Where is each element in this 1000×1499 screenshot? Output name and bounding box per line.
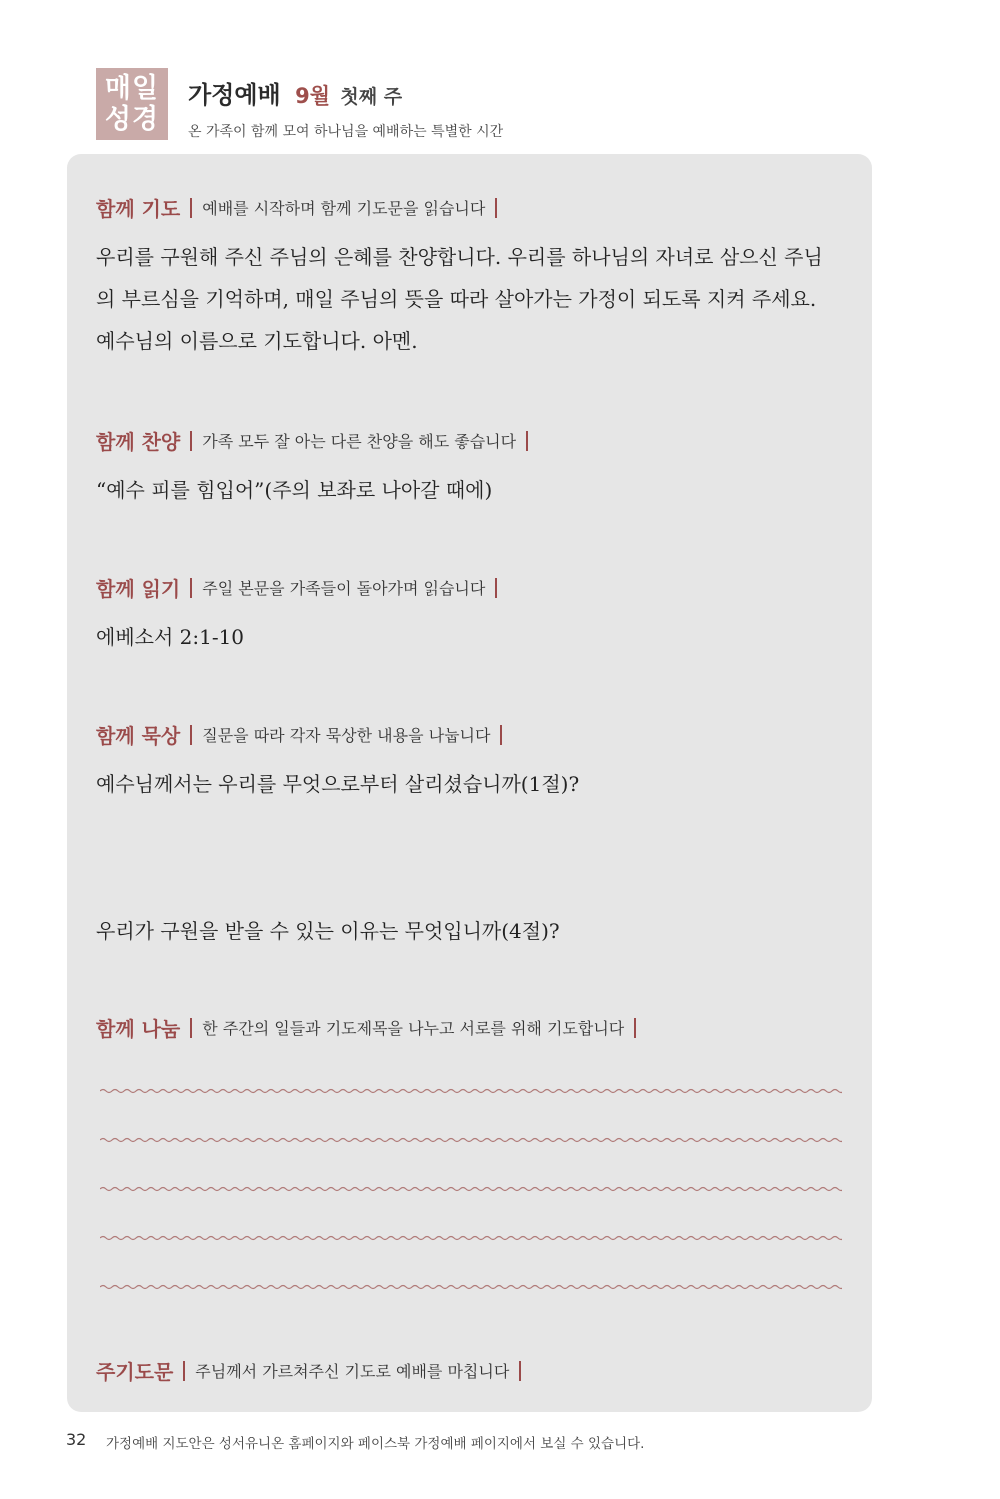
separator [495, 198, 497, 218]
separator [500, 725, 502, 745]
separator [634, 1018, 636, 1038]
page-title [188, 75, 402, 110]
section-praise-title: 함께 찬양 [96, 430, 181, 454]
footer-note: 가정예배 지도안은 성서유니온 홈페이지와 페이스북 가정예배 페이지에서 보실 수 있습니다. [106, 1436, 645, 1452]
wave-path [100, 1286, 842, 1289]
separator [495, 578, 497, 598]
section-reading-heading [96, 573, 507, 602]
writing-line[interactable] [100, 1086, 842, 1096]
prayer-line-1: 우리를 구원해 주신 주님의 은혜를 찬양합니다. 우리를 하나님의 자녀로 삼으신 주님 [96, 245, 823, 269]
prayer-line-2: 의 부르심을 기억하며, 매일 주님의 뜻을 따라 살아가는 가정이 되도록 지켜 주세요. [96, 287, 817, 311]
daily-bible-logo [96, 68, 168, 140]
wave-path [100, 1090, 842, 1093]
page-number: 32 [66, 1430, 87, 1449]
section-closing-title: 주기도문 [96, 1360, 174, 1384]
section-praise-desc: 가족 모두 잘 아는 다른 찬양을 해도 좋습니다 [202, 432, 517, 451]
separator [190, 578, 192, 598]
section-praise-heading [96, 426, 538, 455]
section-sharing-heading [96, 1013, 646, 1042]
prayer-line-3: 예수님의 이름으로 기도합니다. 아멘. [96, 329, 418, 353]
title-week: 첫째 주 [340, 86, 403, 108]
logo-line-2: 성경 [104, 104, 160, 135]
reading-passage: 에베소서 2:1-10 [96, 625, 245, 649]
wave-path [100, 1237, 842, 1240]
wave-path [100, 1188, 842, 1191]
section-closing-heading [96, 1356, 531, 1385]
section-meditation-title: 함께 묵상 [96, 724, 181, 748]
logo-line-1: 매일 [104, 73, 160, 104]
separator [190, 431, 192, 451]
section-reading-desc: 주일 본문을 가족들이 돌아가며 읽습니다 [202, 579, 486, 598]
writing-line[interactable] [100, 1233, 842, 1243]
page-subtitle: 온 가족이 함께 모여 하나님을 예배하는 특별한 시간 [188, 124, 504, 140]
separator [183, 1361, 185, 1381]
separator [190, 725, 192, 745]
section-prayer-desc: 예배를 시작하며 함께 기도문을 읽습니다 [202, 199, 486, 218]
meditation-question-1: 예수님께서는 우리를 무엇으로부터 살리셨습니까(1절)? [96, 772, 580, 796]
praise-hymn: “예수 피를 힘입어”(주의 보좌로 나아갈 때에) [96, 478, 493, 502]
prayer-text [96, 236, 856, 362]
title-text: 가정예배 [188, 81, 281, 109]
separator [190, 198, 192, 218]
title-month: 9월 [295, 84, 331, 108]
writing-line[interactable] [100, 1282, 842, 1292]
section-sharing-title: 함께 나눔 [96, 1017, 181, 1041]
section-prayer-title: 함께 기도 [96, 197, 181, 221]
wave-path [100, 1139, 842, 1142]
separator [190, 1018, 192, 1038]
meditation-question-2: 우리가 구원을 받을 수 있는 이유는 무엇입니까(4절)? [96, 919, 560, 943]
section-sharing-desc: 한 주간의 일들과 기도제목을 나누고 서로를 위해 기도합니다 [202, 1019, 625, 1038]
writing-line[interactable] [100, 1184, 842, 1194]
section-meditation-desc: 질문을 따라 각자 묵상한 내용을 나눕니다 [202, 726, 491, 745]
section-closing-desc: 주님께서 가르쳐주신 기도로 예배를 마칩니다 [195, 1362, 510, 1381]
section-meditation-heading [96, 720, 512, 749]
writing-line[interactable] [100, 1135, 842, 1145]
section-reading-title: 함께 읽기 [96, 577, 181, 601]
section-prayer-heading [96, 193, 507, 222]
separator [519, 1361, 521, 1381]
separator [526, 431, 528, 451]
